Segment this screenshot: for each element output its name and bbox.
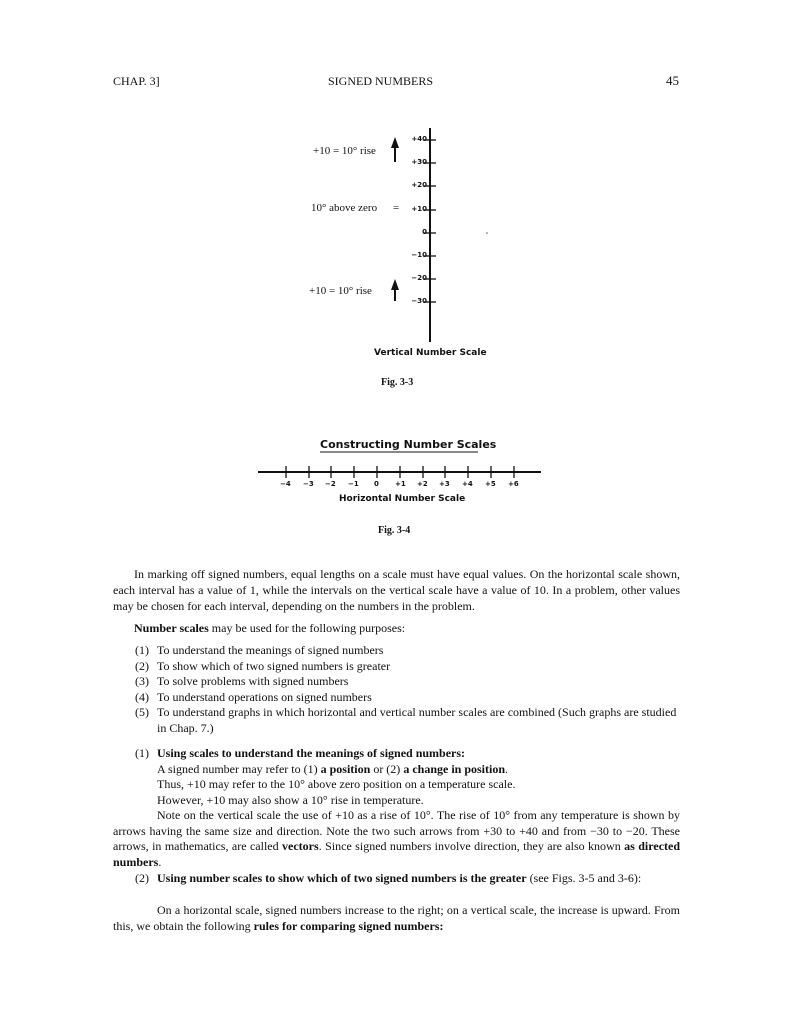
vtick-label: −30 [411, 297, 427, 305]
htick-label: +2 [417, 480, 428, 488]
chapter-label: CHAP. 3] [113, 74, 160, 88]
page-number: 45 [666, 73, 679, 88]
htick-label: +6 [508, 480, 519, 488]
htick-label: −3 [303, 480, 314, 488]
list-item: (3) To solve problems with signed numbers [135, 674, 349, 688]
list-item: (4) To understand operations on signed numbers [135, 689, 372, 704]
htick-label: 0 [374, 480, 379, 488]
list-item: (2) To show which of two signed numbers is greater [135, 658, 391, 673]
vertical-scale-caption: Vertical Number Scale [374, 348, 487, 358]
vtick-label: +10 [411, 205, 427, 213]
htick-label: −1 [348, 480, 359, 488]
section-2 [135, 871, 680, 887]
horizontal-scale-caption: Horizontal Number Scale [339, 494, 466, 504]
section-2-heading: (2) Using number scales to show which of two signed numbers is the greater (see Figs. 3-5 and 3-6): [135, 871, 642, 885]
htick-label: +1 [395, 480, 406, 488]
section-1-paragraph: Note on the vertical scale the use of +10 as a rise of 10°. The rise of 10° from any temperature is shown by arrows having the same size and direction. Note the two such arrows from +30 to +40 and from −30 to −20. These arrows, in mathematics, are called vectors. Since signed numbers involve direction, they are also known as directed numbers. [113, 808, 681, 869]
htick-label: −2 [325, 480, 336, 488]
annotation-top-rise: +10 = 10° rise [313, 145, 376, 157]
vtick-label: +40 [411, 135, 427, 143]
running-title: SIGNED NUMBERS [328, 74, 434, 88]
vtick-label: +20 [411, 181, 427, 189]
vtick-label: −10 [411, 251, 427, 259]
purposes-lead [134, 620, 680, 636]
arrow-up-top-icon [391, 137, 399, 162]
htick-label: +3 [439, 480, 450, 488]
fig-3-4-label: Fig. 3-4 [378, 525, 411, 536]
intro-paragraph: In marking off signed numbers, equal lengths on a scale must have equal values. On the horizontal scale shown, each interval has a value of 1, while the intervals on the vertical scale have a value of 10. In a problem, other values may be chosen for each interval, depending on the numbers in the problem. [113, 567, 680, 613]
htick-label: +5 [485, 480, 496, 488]
annotation-above-zero: 10° above zero [311, 202, 378, 214]
purposes-lead-bold: Number scales [134, 621, 209, 635]
section-1-line-2: Thus, +10 may refer to the 10° above zero position on a temperature scale. [157, 777, 516, 791]
fig34-title: Constructing Number Scales [320, 438, 497, 451]
vtick-label: +30 [411, 158, 427, 166]
purposes-lead-rest: may be used for the following purposes: [208, 621, 406, 635]
purposes-list [135, 643, 680, 736]
vtick-label: −20 [411, 274, 427, 282]
section-1-heading: (1) Using scales to understand the meanings of signed numbers: [135, 746, 466, 760]
section-1-line-3: However, +10 may also show a 10° rise in temperature. [157, 792, 424, 807]
section-2-paragraph: On a horizontal scale, signed numbers increase to the right; on a vertical scale, the increase is upward. From this, we obtain the following rules for comparing signed numbers: [113, 903, 680, 933]
htick-label: −4 [280, 480, 291, 488]
htick-label: +4 [462, 480, 473, 488]
list-item: (1) To understand the meanings of signed numbers [135, 643, 384, 657]
annotation-bottom-rise: +10 = 10° rise [309, 285, 372, 297]
section-1-line-1: A signed number may refer to (1) a position or (2) a change in position. [157, 761, 509, 776]
stray-dot [486, 232, 488, 234]
section-1 [135, 746, 680, 808]
fig-3-3-label: Fig. 3-3 [381, 377, 414, 388]
annotation-equals: = [393, 202, 400, 214]
list-item: (5) To understand graphs in which horizontal and vertical number scales are combined (Such graphs are studied in Chap. 7.) [135, 705, 677, 735]
vtick-label: 0 [422, 228, 427, 236]
arrow-up-bottom-icon [391, 279, 399, 301]
